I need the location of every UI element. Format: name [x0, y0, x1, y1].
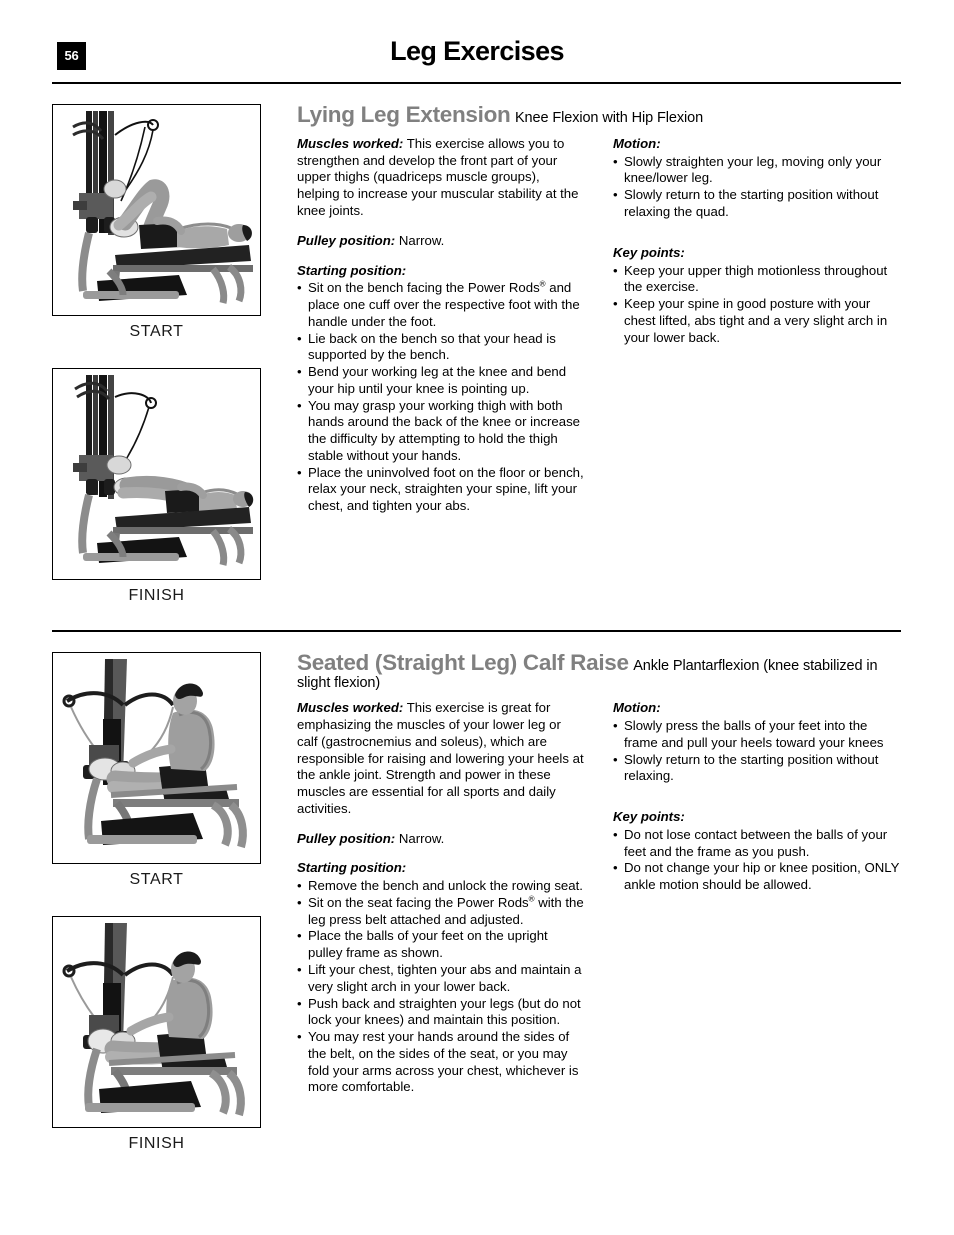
figure-column [52, 104, 267, 607]
list-item: • Slowly press the balls of your feet into the frame and pull your heels toward your knees [613, 718, 901, 752]
figure-column [52, 652, 267, 1155]
exercise-columns [297, 700, 901, 1109]
figure-finish [52, 916, 261, 1153]
pulley-position-label: Pulley position: [297, 232, 396, 248]
motion-label: Motion: [613, 135, 661, 151]
starting-position-label: Starting position: [297, 262, 407, 278]
spacer [613, 798, 901, 809]
list-item: • Remove the bench and unlock the rowing seat. [297, 878, 584, 895]
list-item: • Lie back on the bench so that your head is supported by the bench. [297, 331, 584, 365]
key-points-list [613, 263, 901, 347]
exercise-title: Lying Leg Extension [297, 102, 511, 127]
list-item: • Keep your spine in good posture with your chest lifted, abs tight and a very slight arch in your lower back. [613, 296, 901, 346]
exercise-column-left [297, 136, 584, 528]
exercise-text [297, 104, 901, 528]
list-item: • You may rest your hands around the sides of the belt, on the sides of the seat, or you may fold your arms across your chest, whichever is more comfortable. [297, 1029, 584, 1096]
page-title: Leg Exercises [390, 36, 564, 66]
list-item: • Sit on the bench facing the Power Rods® and place one cuff over the respective foot with the handle under the foot. [297, 280, 584, 330]
exercise-photo-illustration [53, 653, 260, 863]
photo-seated-calf-raise-finish [53, 917, 260, 1127]
key-points-list [613, 827, 901, 894]
list-item: • You may grasp your working thigh with both hands around the back of the knee or increase the difficulty by attempting to hold the thigh stable without your hands. [297, 398, 584, 465]
motion-label: Motion: [613, 700, 661, 716]
header-divider [52, 82, 901, 84]
motion-list [613, 718, 901, 785]
figure-frame [52, 652, 261, 864]
exercise-subtitle: Ankle Plantarflexion (knee stabilized in slight flexion) [297, 658, 878, 691]
exercise-text [297, 652, 901, 1109]
muscles-worked-paragraph [297, 700, 584, 817]
list-item: • Place the uninvolved foot on the floor or bench, relax your neck, straighten your spine, lift your chest, and tighten your abs. [297, 465, 584, 515]
exercise-columns [297, 136, 901, 528]
muscles-worked-text: This exercise is great for emphasizing the muscles of your lower leg or calf (gastrocnemius and soleus), which are responsible for raising and lowering your heels at the ankle joint. Strength and power in these muscles are essential for all sports and daily activities. [297, 700, 584, 816]
exercise-column-left [297, 700, 584, 1109]
key-points-label: Key points: [613, 244, 685, 260]
pulley-position-text: Narrow. [395, 830, 445, 846]
muscles-worked-paragraph [297, 136, 584, 220]
list-item: • Sit on the seat facing the Power Rods® with the leg press belt attached and adjusted. [297, 895, 584, 929]
starting-position-list [297, 280, 584, 515]
photo-lying-leg-extension-finish [53, 369, 260, 579]
figure-finish [52, 368, 261, 605]
exercise-column-right [613, 136, 901, 528]
figure-frame [52, 368, 261, 580]
muscles-worked-label: Muscles worked: [297, 135, 404, 151]
muscles-worked-text: This exercise allows you to strengthen and develop the front part of your upper thighs (quadriceps muscle groups), helping to increase your muscular stability at the knee joints. [297, 135, 579, 218]
page-header [52, 36, 902, 82]
section-divider [52, 630, 901, 632]
spacer [613, 234, 901, 245]
pulley-position-paragraph [297, 233, 584, 250]
figure-caption: START [129, 323, 184, 340]
exercise-title: Seated (Straight Leg) Calf Raise [297, 650, 629, 675]
starting-position-list [297, 878, 584, 1096]
figure-caption: FINISH [128, 587, 185, 604]
list-item: • Lift your chest, tighten your abs and maintain a very slight arch in your lower back. [297, 962, 584, 996]
figure-start [52, 652, 261, 889]
list-item: • Do not change your hip or knee position, ONLY ankle motion should be allowed. [613, 860, 901, 894]
exercise-heading [297, 652, 901, 691]
list-item: • Slowly straighten your leg, moving only your knee/lower leg. [613, 154, 901, 188]
exercise-photo-illustration [53, 917, 260, 1127]
photo-lying-leg-extension-start [53, 105, 260, 315]
figure-caption: START [129, 871, 184, 888]
photo-seated-calf-raise-start [53, 653, 260, 863]
list-item: • Slowly return to the starting position without relaxing. [613, 752, 901, 786]
list-item: • Slowly return to the starting position without relaxing the quad. [613, 187, 901, 221]
pulley-position-label: Pulley position: [297, 830, 396, 846]
pulley-position-paragraph [297, 831, 584, 848]
list-item: • Bend your working leg at the knee and bend your hip until your knee is pointing up. [297, 364, 584, 398]
exercise-heading [297, 104, 901, 127]
figure-frame [52, 916, 261, 1128]
exercise-photo-illustration [53, 369, 260, 579]
list-item: • Keep your upper thigh motionless throughout the exercise. [613, 263, 901, 297]
exercise-column-right [613, 700, 901, 1109]
exercise-subtitle: Knee Flexion with Hip Flexion [514, 110, 704, 126]
exercise-photo-illustration [53, 105, 260, 315]
list-item: • Place the balls of your feet on the upright pulley frame as shown. [297, 928, 584, 962]
muscles-worked-label: Muscles worked: [297, 700, 404, 716]
list-item: • Do not lose contact between the balls of your feet and the frame as you push. [613, 827, 901, 861]
figure-frame [52, 104, 261, 316]
figure-start [52, 104, 261, 341]
list-item: • Push back and straighten your legs (but do not lock your knees) and maintain this position. [297, 996, 584, 1030]
figure-caption: FINISH [128, 1135, 185, 1152]
starting-position-label: Starting position: [297, 860, 407, 876]
page-number-badge: 56 [57, 42, 86, 70]
motion-list [613, 154, 901, 221]
pulley-position-text: Narrow. [395, 232, 445, 248]
key-points-label: Key points: [613, 809, 685, 825]
